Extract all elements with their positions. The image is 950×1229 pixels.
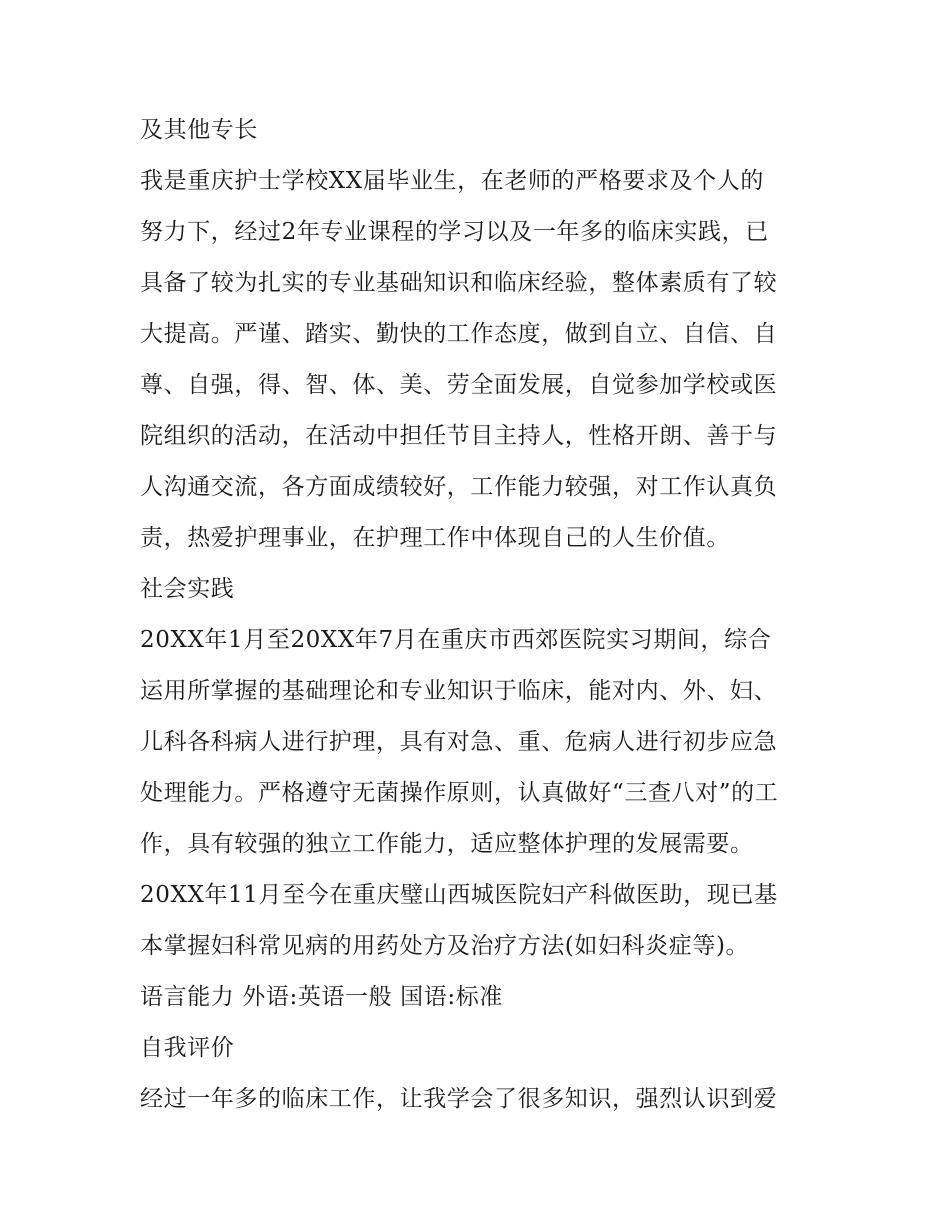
text-line: 人沟通交流，各方面成绩较好，工作能力较强，对工作认真负 [140, 474, 778, 500]
text-line: 运用所掌握的基础理论和专业知识于临床，能对内、外、妇、 [140, 678, 778, 704]
text-line: 作，具有较强的独立工作能力，适应整体护理的发展需要。 [140, 831, 754, 857]
text-line: 经过一年多的临床工作，让我学会了很多知识，强烈认识到爱 [140, 1086, 778, 1112]
text-line: 尊、自强，得、智、体、美、劳全面发展，自觉参加学校或医 [140, 372, 778, 398]
section-heading-social-practice: 社会实践 [140, 576, 235, 602]
text-line: 具备了较为扎实的专业基础知识和临床经验，整体素质有了较 [140, 270, 778, 296]
text-line: 院组织的活动，在活动中担任节目主持人，性格开朗、善于与 [140, 423, 778, 449]
text-line: 20XX年1月至20XX年7月在重庆市西郊医院实习期间，综合 [140, 627, 772, 653]
text-line: 大提高。严谨、踏实、勤快的工作态度，做到自立、自信、自 [140, 321, 778, 347]
text-line: 儿科各科病人进行护理，具有对急、重、危病人进行初步应急 [140, 729, 778, 755]
document-body [140, 105, 820, 1125]
section-heading-specialties: 及其他专长 [140, 117, 258, 143]
section-heading-self-evaluation: 自我评价 [140, 1035, 235, 1061]
text-line: 我是重庆护士学校XX届毕业生，在老师的严格要求及个人的 [140, 168, 764, 194]
text-line: 处理能力。严格遵守无菌操作原则，认真做好“三查八对”的工 [140, 780, 779, 806]
text-line: 本掌握妇科常见病的用药处方及治疗方法(如妇科炎症等)。 [140, 933, 750, 959]
text-line: 责，热爱护理事业，在护理工作中体现自己的人生价值。 [140, 525, 730, 551]
text-line: 努力下，经过2年专业课程的学习以及一年多的临床实践，已 [140, 219, 769, 245]
language-ability-line: 语言能力 外语:英语一般 国语:标准 [140, 984, 503, 1010]
text-line: 20XX年11月至今在重庆璧山西城医院妇产科做医助，现已基 [140, 882, 778, 908]
